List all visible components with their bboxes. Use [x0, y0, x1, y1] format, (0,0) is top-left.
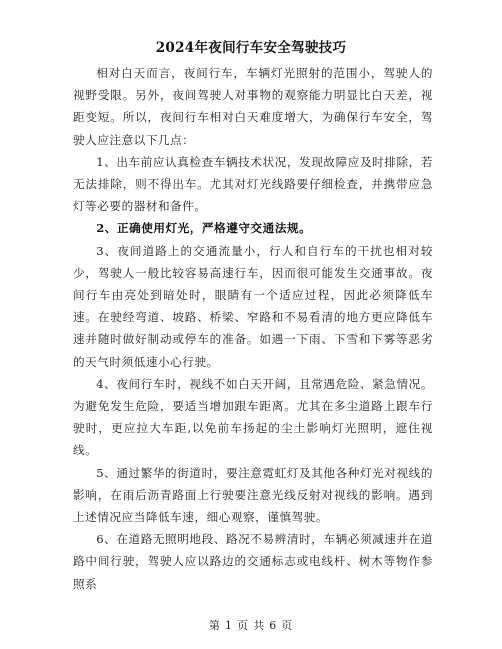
page-number-footer: 第 1 页 共 6 页 [208, 619, 294, 632]
tip-1-paragraph: 1、出车前应认真检查车辆技术状况，发现故障应及时排除，若无法排除，则不得出车。尤其对灯光线路要仔细检查，并携带应急灯等必要的器材和备件。 [73, 154, 433, 214]
tip-6-paragraph: 6、在道路无照明地段、路况不易辨清时，车辆必须减速并在道路中间行驶，驾驶人应以路边的交通标志或电线杆、树木等物作参照系 [73, 532, 433, 591]
tip-2-heading: 2、正确使用灯光，严格遵守交通法规。 [96, 221, 312, 236]
tip-3-paragraph: 3、夜间道路上的交通流量小，行人和自行车的干扰也相对较少，驾驶人一般比较容易高速行车，因而很可能发生交通事故。夜间行车由亮处到暗处时，眼睛有一个适应过程，因此必须降低车速。在驶经弯道、坡路、桥梁、窄路和不易看清的地方更应降低车速并随时做好制动或停车的准备。如遇一下雨、下雪和下雾等恶劣的天气时须低速小心行驶。 [73, 243, 433, 369]
tip-4-paragraph: 4、夜间行车时，视线不如白天开阔，且常遇危险、紧急情况。为避免发生危险，要适当增加跟车距离。尤其在多尘道路上跟车行驶时，更应拉大车距,以免前车扬起的尘土影响灯光照明，遮住视线。 [73, 376, 433, 458]
document-title: 2024年夜间行车安全驾驶技巧 [155, 40, 347, 56]
tip-5-paragraph: 5、通过繁华的街道时，要注意霓虹灯及其他各种灯光对视线的影响，在雨后沥青路面上行驶要注意光线反射对视线的影响。遇到上述情况应当降低车速，细心观察，谨慎驾驶。 [73, 465, 433, 525]
intro-paragraph: 相对白天而言，夜间行车，车辆灯光照射的范围小，驾驶人的视野受限。另外，夜间驾驶人对事物的观察能力明显比白天差，视距变短。所以，夜间行车相对白天难度增大，为确保行车安全，驾驶人应注意以下几点： [73, 66, 433, 147]
document-body [73, 62, 433, 595]
